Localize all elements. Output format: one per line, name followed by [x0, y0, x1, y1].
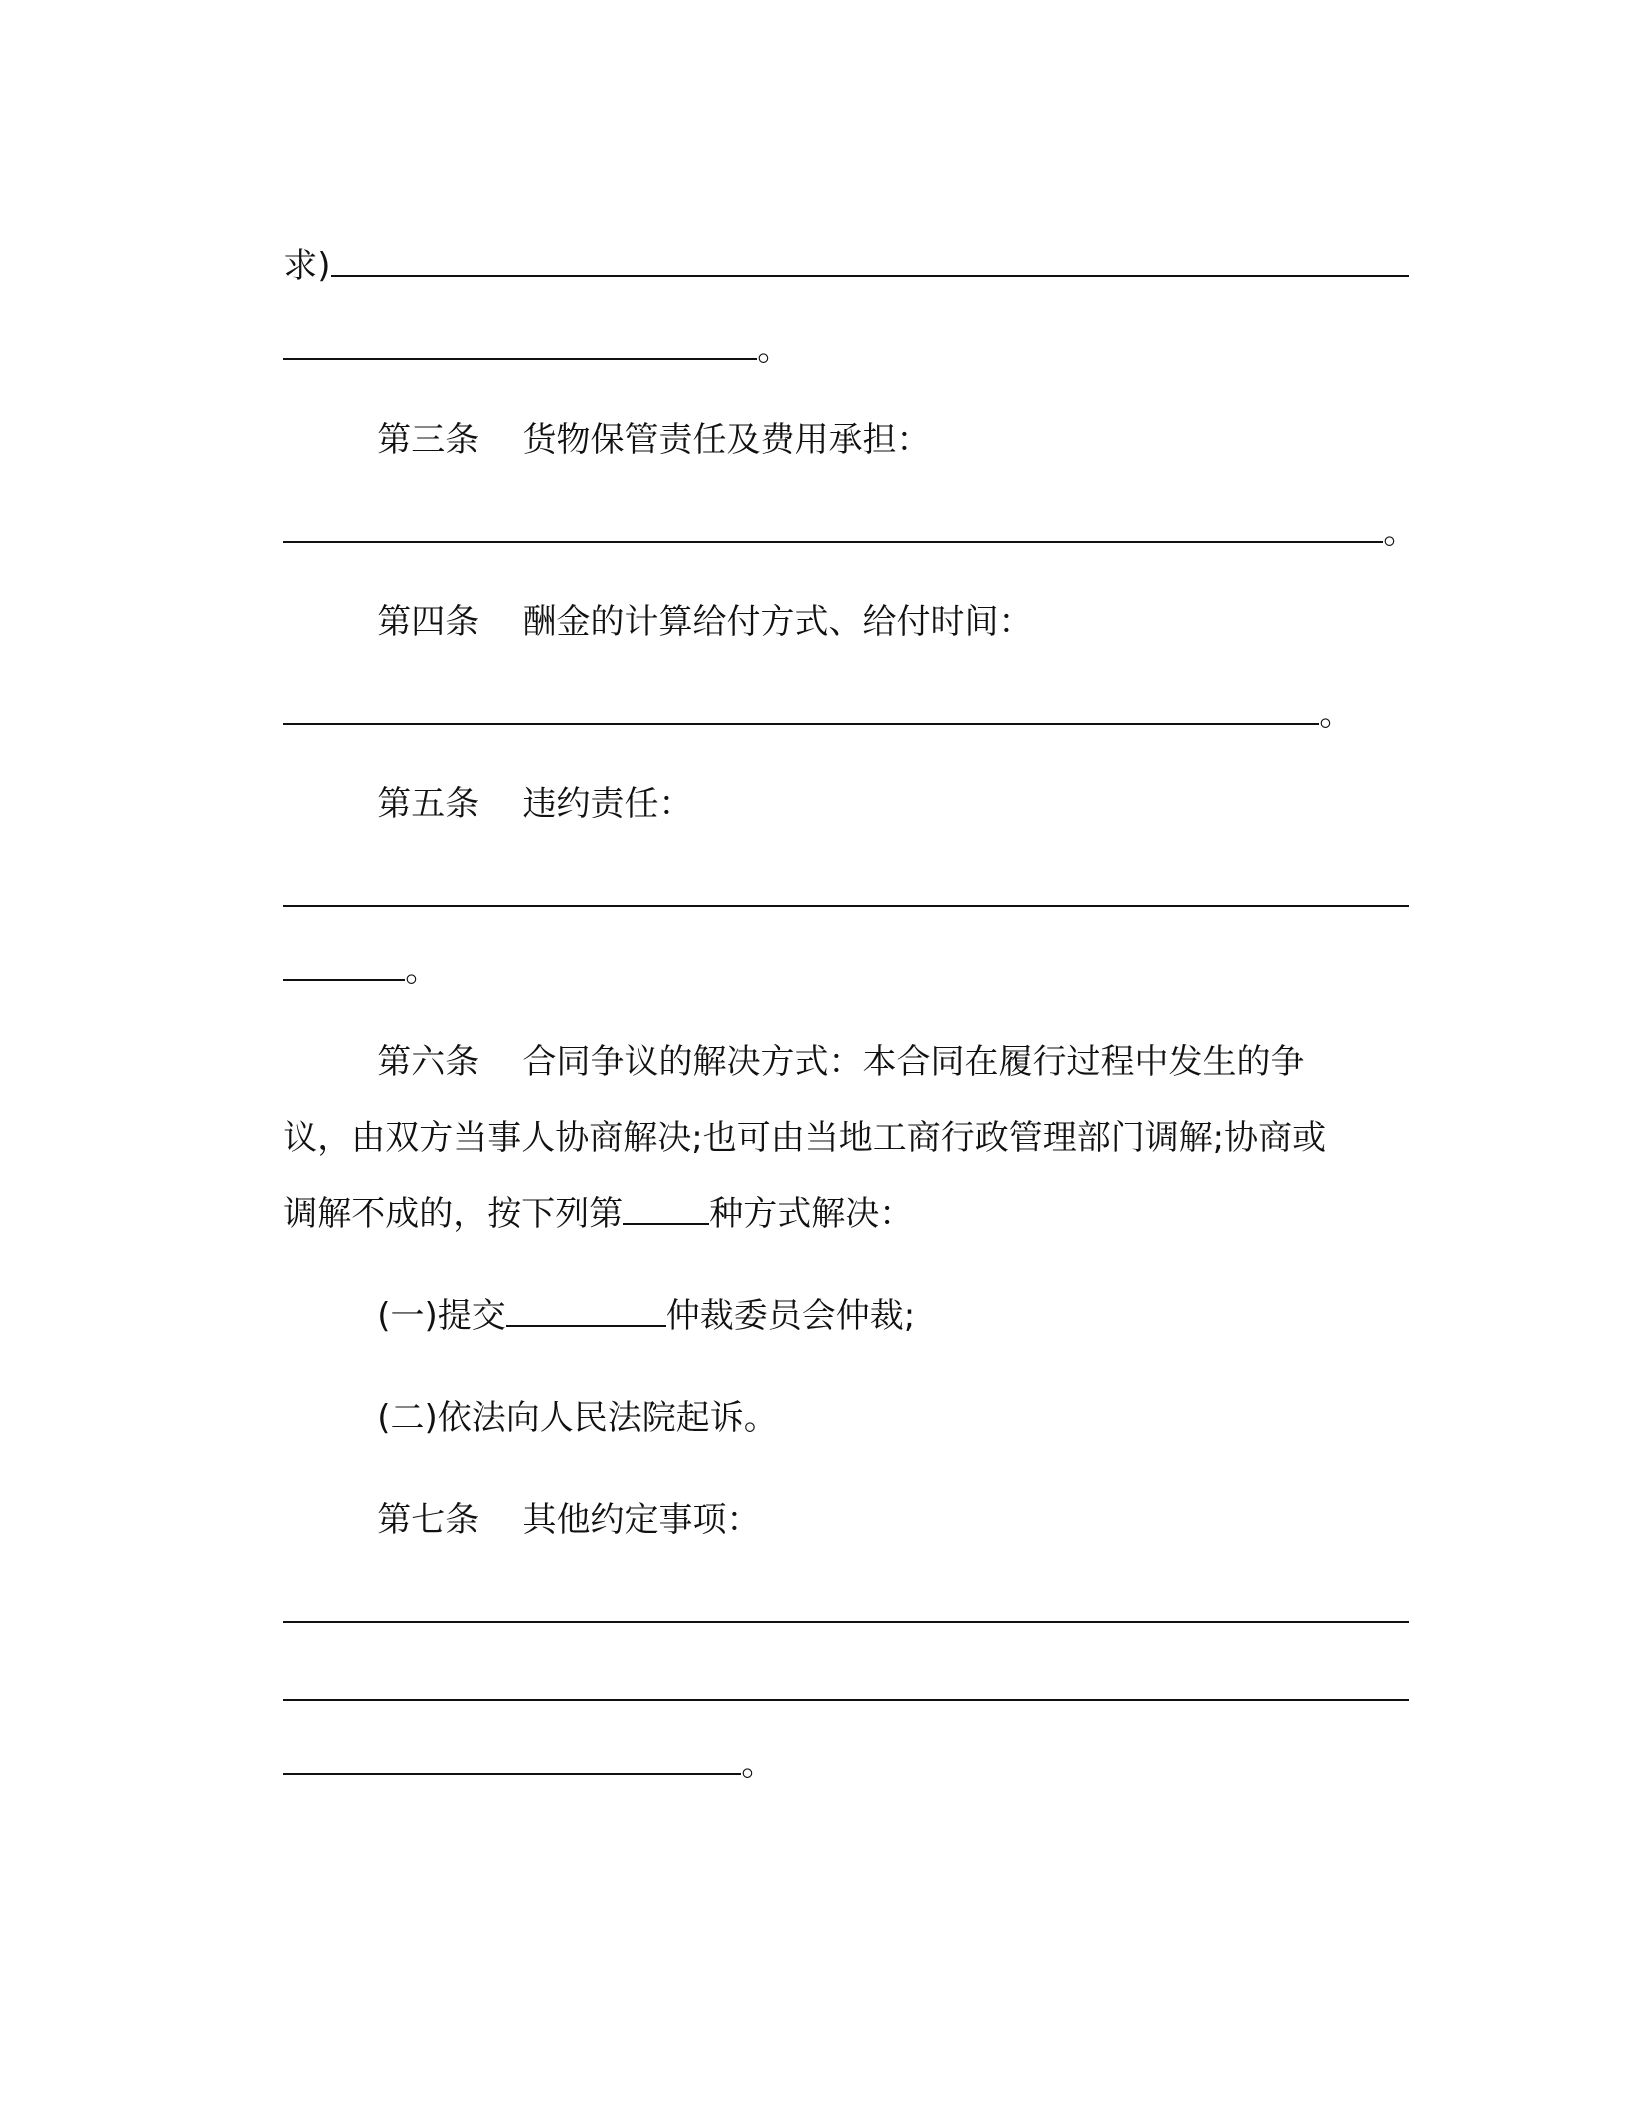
article-number: 第三条: [377, 420, 480, 460]
fill-blank: [283, 1591, 1409, 1623]
fill-blank: [283, 1743, 741, 1775]
article-number: 第五条: [377, 784, 480, 824]
fill-blank: [331, 245, 1409, 277]
option-text: 仲裁委员会仲裁;: [665, 1296, 916, 1336]
article-text: 调解不成的，按下列第: [283, 1194, 624, 1234]
article-gap: [479, 420, 522, 460]
article-title: 其他约定事项：: [522, 1500, 761, 1540]
fill-blank: [283, 511, 1383, 543]
line-end: 。: [1319, 694, 1354, 734]
article-number: 第七条: [377, 1500, 480, 1540]
article-title: 酬金的计算给付方式、给付时间：: [522, 602, 1033, 642]
fill-blank: [283, 693, 1319, 725]
article-gap: [479, 784, 522, 824]
fill-blank: [283, 328, 757, 360]
option-text: (二)依法向人民法院起诉。: [377, 1398, 778, 1438]
article-text: 议，由双方当事人协商解决;也可由当地工商行政管理部门调解;协商或: [283, 1118, 1327, 1158]
article-number: 第四条: [377, 602, 480, 642]
line-end: 。: [405, 950, 440, 990]
article-title: 货物保管责任及费用承担：: [522, 420, 931, 460]
article-gap: [479, 1500, 522, 1540]
fill-blank: [283, 875, 1409, 907]
article-gap: [479, 602, 522, 642]
blank-line: [240, 1698, 775, 1830]
article-text: 合同争议的解决方式：本合同在履行过程中发生的争: [522, 1042, 1305, 1082]
article-number: 第六条: [377, 1042, 480, 1082]
article-text: 种方式解决：: [709, 1194, 914, 1234]
line-end: 。: [1383, 512, 1418, 552]
line-end: 。: [757, 329, 792, 369]
fill-blank: [283, 949, 405, 981]
fill-blank: [623, 1193, 709, 1225]
article-title: 违约责任：: [522, 784, 693, 824]
fill-blank: [283, 1669, 1409, 1701]
line-end: 。: [741, 1744, 776, 1784]
option-text: (一)提交: [377, 1296, 506, 1336]
fill-blank: [506, 1295, 666, 1327]
line-text: 求): [283, 246, 331, 286]
